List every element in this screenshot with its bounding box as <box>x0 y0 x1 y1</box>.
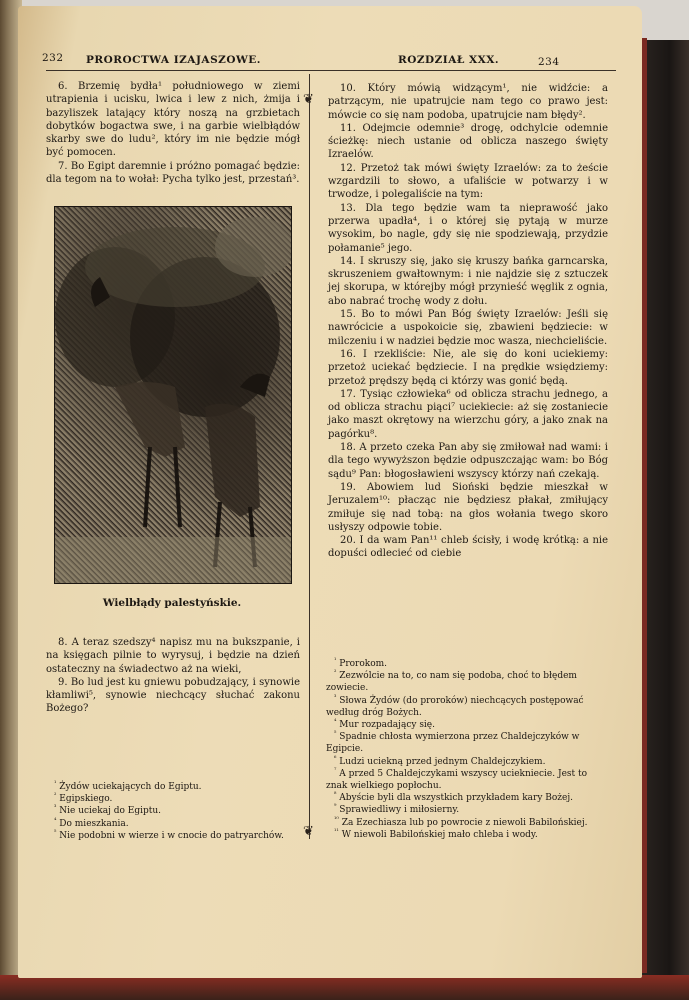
right-column <box>328 82 608 561</box>
footnote-text: Spadnie chłosta wymierzona przez Chaldejczyków w Egipcie. <box>326 732 580 755</box>
footnote <box>318 658 610 670</box>
verse: 11. Odejmcie odemnie³ drogę, odchylcie odemnie ścieżkę: niech ustanie od oblicza naszego święty Izraelów. <box>328 122 608 161</box>
footnote-marker: ⁴ <box>334 718 337 726</box>
verse: 18. A przeto czeka Pan aby się zmiłował nad wami: i dla tego wywyższon będzie odpuszczając wam: bo Bóg sądu⁹ Pan: błogosławieni wszyscy którzy nań czekają. <box>328 442 608 480</box>
footnote-marker: ⁶ <box>334 754 337 762</box>
footnote-marker: ² <box>334 669 337 677</box>
verse: 9. Bo lud jest ku gniewu pobudzający, i synowie kłamliwi⁵, synowie niechcący słuchać zakonu Bożego? <box>46 676 300 715</box>
footnote-marker: ³ <box>334 693 337 701</box>
verse: 7. Bo Egipt daremnie i próżno pomagać będzie: dla tegom na to wołał: Pycha tylko jest, przestań³. <box>46 160 300 186</box>
footnote <box>318 817 610 829</box>
footnote <box>48 805 302 817</box>
chapter-heading: ROZDZIAŁ XXX. <box>398 54 500 66</box>
footnote <box>318 829 610 841</box>
book-cover <box>641 40 689 1000</box>
footnote-text: Zezwólcie na to, co nam się podoba, choć to błędem zowiecie. <box>326 671 577 694</box>
footnote <box>48 781 302 793</box>
ornament-bottom: ❦ <box>303 824 314 839</box>
camels-engraving <box>54 206 292 584</box>
footnote <box>318 756 610 768</box>
footnote-marker: ⁷ <box>334 766 337 774</box>
footnote-marker: ⁴ <box>54 816 57 824</box>
left-column-top <box>46 80 300 186</box>
book-page <box>18 6 642 978</box>
footnote <box>48 793 302 805</box>
footnotes-left <box>48 781 302 842</box>
footnote <box>318 731 610 755</box>
footnote-marker: ¹ <box>334 657 337 664</box>
footnote-text: Żydów uciekających do Egiptu. <box>59 782 202 792</box>
verse: 15. Bo to mówi Pan Bóg święty Izraelów: Jeśli się nawrócicie a uspokoicie się, zbawieni będziecie: w milczeniu i w nadziei będzie moc wasza, niechcieliście. <box>328 309 608 347</box>
footnote-text: Za Ezechiasza lub po powrocie z niewoli Babilońskiej. <box>341 817 588 828</box>
footnote-text: Ludzi uciekną przed jednym Chaldejczykiem. <box>339 756 546 767</box>
footnote-text: Sprawiedliwy i miłosierny. <box>339 805 460 816</box>
footnote-text: Abyście byli dla wszystkich przykładem kary Bożej. <box>339 793 574 804</box>
footnotes-right <box>318 658 610 841</box>
footnote-text: Nie podobni w wierze i w cnocie do patryarchów. <box>59 830 284 841</box>
header-rule <box>46 70 616 71</box>
verse: 10. Który mówią widzącym¹, nie widźcie: a patrzącym, nie upatrujcie nam tego co prawo jest: mówcie co się nam podoba, upatrujcie nam błędy². <box>328 83 608 121</box>
footnote-text: Do mieszkania. <box>59 818 129 829</box>
footnote-marker: ⁵ <box>54 828 57 836</box>
verse: 17. Tysiąc człowieka⁶ od oblicza strachu jednego, a od oblicza strachu piąci⁷ uciekiecie: aż się zostaniecie jako maszt okrętowy na wierzchu góry, a jako znak na pagórku⁸. <box>328 388 608 440</box>
verse: 8. A teraz szedszy⁴ napisz mu na bukszpanie, i na księgach pilnie to wyrysuj, i będzie na dzień ostateczny na świadectwo aż na wieki, <box>46 637 300 675</box>
left-column-bottom <box>46 636 300 716</box>
verse: 19. Abowiem lud Sioński będzie mieszkał w Jeruzalem¹⁰: płacząc nie będziesz płakał, zmiłujący zmiłuje się nad tobą: na głos wołania twego skoro usłyszy odpowie tobie. <box>328 481 608 533</box>
footnote <box>318 670 610 694</box>
footnote <box>318 804 610 816</box>
left-page-number: 232 <box>42 52 64 64</box>
column-divider <box>309 74 310 839</box>
verse: 20. I da wam Pan¹¹ chleb ścisły, i wodę krótką: a nie dopuści odlecieć od ciebie <box>328 535 608 560</box>
footnote-marker: ¹⁰ <box>334 815 339 823</box>
footnote-marker: ¹¹ <box>334 827 339 835</box>
ornament-top: ❦ <box>303 92 314 107</box>
footnote-text: Słowa Żydów (do proroków) niechcących postępować według dróg Bożych. <box>326 695 584 718</box>
footnote-text: Mur rozpadający się. <box>339 720 435 731</box>
footnote-text: Egipskiego. <box>59 794 113 805</box>
illustration-caption: Wielbłądy palestyńskie. <box>102 597 242 609</box>
footnote <box>318 719 610 731</box>
footnote <box>318 695 610 719</box>
footnote-marker: ⁵ <box>334 730 337 738</box>
footnote-marker: ³ <box>54 804 57 812</box>
footnote <box>48 830 302 842</box>
footnote <box>318 792 610 804</box>
footnote-marker: ⁹ <box>334 803 337 811</box>
footnote <box>48 818 302 830</box>
footnote <box>318 768 610 792</box>
verse: 14. I skruszy się, jako się kruszy bańka garncarska, skruszeniem gwałtownym: i nie najdzie się z sztuczek jej skorupa, w którejby mógł przynieść węglik z ognia, abo nabrać trochę wody z dołu. <box>328 255 608 307</box>
footnote-text: A przed 5 Chaldejczykami wszyscy uciekniecie. Jest to znak wielkiego popłochu. <box>326 768 588 792</box>
footnote-marker: ¹ <box>54 780 57 787</box>
footnote-text: W niewoli Babilońskiej mało chleba i wody. <box>341 829 538 840</box>
footnote-marker: ² <box>54 792 57 800</box>
verse: 13. Dla tego będzie wam ta nieprawość jako przerwa upadła⁴, i o której się pytają w murze wysokim, bo nagle, gdy się nie spodziewają, przydzie połamanie⁵ jego. <box>328 202 608 254</box>
verse: 12. Przetoż tak mówi święty Izraelów: za to żeście wzgardzili to słowo, a ufaliście w potwarzy i w trwodze, i polegaliście na tym: <box>328 162 608 201</box>
verse: 16. I rzekliście: Nie, ale się do koni uciekiemy: przetoż uciekać będziecie. I na prędkie wsiędziemy: przetoż prędszy będą ci którzy was gonić będą. <box>328 348 608 387</box>
right-page-number: 234 <box>538 56 560 68</box>
footnote-text: Prorokom. <box>339 659 388 669</box>
verse: 6. Brzemię bydła¹ południowego w ziemi utrapienia i ucisku, lwica i lew z nich, żmija i bazyliszek latający który noszą na grzbietach dobytków bogactwa swe, i na garbie wielbłądów skarby swe do ludu², który im nie będzie mógł być pomocen. <box>46 81 300 159</box>
footnote-text: Nie uciekaj do Egiptu. <box>59 806 162 817</box>
running-title: PROROCTWA IZAJASZOWE. <box>86 54 261 66</box>
footnote-marker: ⁸ <box>334 791 337 799</box>
book-bottom-edge <box>0 975 689 1000</box>
